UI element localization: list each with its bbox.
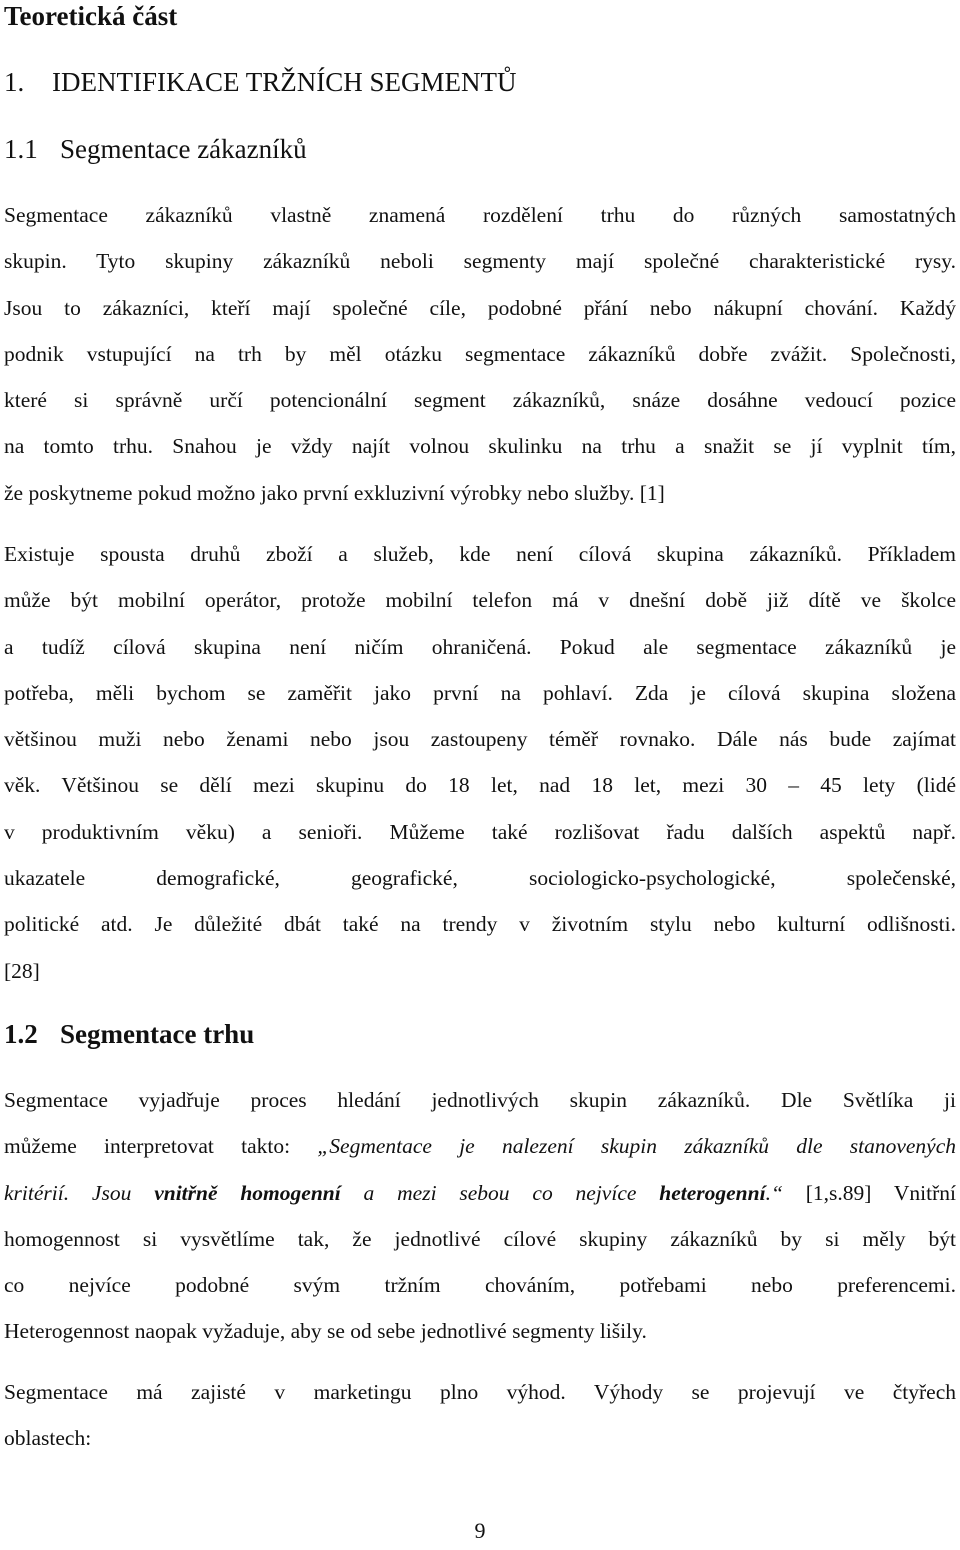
- text-line: většinou muži nebo ženami nebo jsou zastoupeny téměř rovnako. Dále nás bude zajímat: [4, 727, 956, 752]
- text-line: politické atd. Je důležité dbát také na trendy v životním stylu nebo kulturní odlišnosti.: [4, 912, 956, 937]
- text-line: co nejvíce podobné svým tržním chováním, potřebami nebo preferencemi.: [4, 1273, 956, 1298]
- text-line: [4, 1170, 956, 1216]
- citation-quote: a mezi sebou co nejvíce: [340, 1180, 660, 1205]
- paragraph-3: [4, 1077, 956, 1355]
- text-line: Existuje spousta druhů zboží a služeb, kde není cílová skupina zákazníků. Příkladem: [4, 542, 956, 566]
- chapter-number: 1.: [4, 67, 25, 97]
- text-line: [28]: [4, 958, 40, 983]
- page-number: 9: [474, 1518, 486, 1543]
- section-number: 1.2: [4, 1019, 38, 1049]
- section-heading-1-1: [4, 133, 307, 165]
- paragraph-2: [4, 531, 956, 994]
- text-line: podnik vstupující na trh by měl otázku segmentace zákazníků dobře zvážit. Společnosti,: [4, 341, 956, 366]
- chapter-title: IDENTIFIKACE TRŽNÍCH SEGMENTŮ: [52, 67, 517, 97]
- chapter-heading: [4, 66, 516, 98]
- text-line: které si správně určí potencionální segment zákazníků, snáze dosáhne vedoucí pozice: [4, 388, 956, 413]
- section-title: Segmentace zákazníků: [60, 134, 307, 164]
- text-line: Segmentace vyjadřuje proces hledání jednotlivých skupin zákazníků. Dle Světlíka ji: [4, 1088, 956, 1112]
- text-line: Heterogennost naopak vyžaduje, aby se od sebe jednotlivé segmenty lišily.: [4, 1319, 647, 1344]
- text-line: v produktivním věku) a senioři. Můžeme také rozlišovat řadu dalších aspektů např.: [4, 819, 956, 844]
- text-run: [1,s.89] Vnitřní: [782, 1180, 957, 1205]
- text-line: věk. Většinou se dělí mezi skupinu do 18 let, nad 18 let, mezi 30 – 45 lety (lidé: [4, 773, 956, 798]
- text-run: můžeme interpretovat takto:: [4, 1134, 318, 1159]
- citation-quote: .“: [765, 1180, 783, 1205]
- text-line: může být mobilní operátor, protože mobilní telefon má v dnešní době již dítě ve školce: [4, 588, 956, 613]
- text-line: ukazatele demografické, geografické, sociologicko-psychologické, společenské,: [4, 866, 956, 891]
- section-title: Segmentace trhu: [60, 1019, 255, 1049]
- text-line: a tudíž cílová skupina není ničím ohraničená. Pokud ale segmentace zákazníků je: [4, 634, 956, 659]
- paragraph-4: [4, 1369, 956, 1462]
- section-heading-1-2: [4, 1018, 254, 1050]
- text-line: že poskytneme pokud možno jako první exkluzivní výrobky nebo služby. [1]: [4, 480, 665, 505]
- emphasis-term: vnitřně homogenní: [154, 1180, 341, 1205]
- citation-quote: „Segmentace je nalezení skupin zákazníků dle stanovených: [317, 1134, 956, 1159]
- text-line: skupin. Tyto skupiny zákazníků neboli segmenty mají společné charakteristické rysy.: [4, 249, 956, 274]
- text-line: [4, 1123, 956, 1169]
- citation-quote: kritérií. Jsou: [4, 1180, 155, 1205]
- paragraph-1: [4, 192, 956, 516]
- text-line: Jsou to zákazníci, kteří mají společné cíle, podobné přání nebo nákupní chování. Každý: [4, 295, 956, 320]
- section-number: 1.1: [4, 134, 38, 164]
- emphasis-term: heterogenní: [659, 1180, 766, 1205]
- text-line: oblastech:: [4, 1426, 92, 1451]
- part-title: Teoretická část: [4, 1, 178, 31]
- text-line: potřeba, měli bychom se zaměřit jako první na pohlaví. Zda je cílová skupina složena: [4, 680, 956, 705]
- text-line: Segmentace má zajisté v marketingu plno výhod. Výhody se projevují ve čtyřech: [4, 1380, 956, 1404]
- text-line: homogennost si vysvětlíme tak, že jednotlivé cílové skupiny zákazníků by si měly být: [4, 1226, 956, 1251]
- text-line: na tomto trhu. Snahou je vždy najít volnou skulinku na trhu a snažit se jí vyplnit tím,: [4, 434, 956, 459]
- text-line: Segmentace zákazníků vlastně znamená rozdělení trhu do různých samostatných: [4, 203, 956, 227]
